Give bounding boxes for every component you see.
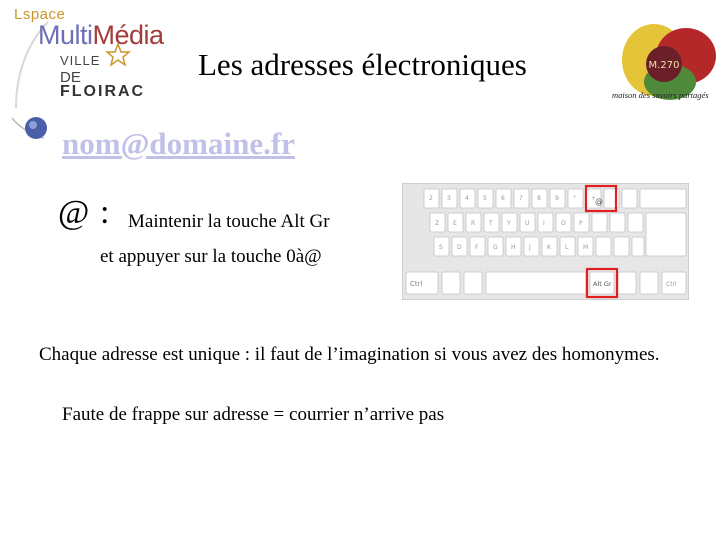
logo-multi-word: Multi	[38, 20, 93, 50]
logo-floirac-text: FLOIRAC	[60, 83, 146, 100]
svg-text:8: 8	[537, 195, 541, 202]
instruction-line-1: Maintenir la touche Alt Gr	[128, 211, 330, 232]
svg-text:J: J	[529, 244, 531, 251]
logo-ville-text: VILLE	[60, 53, 101, 68]
svg-text:L: L	[565, 244, 569, 251]
svg-text:P: P	[579, 220, 583, 227]
svg-text:4: 4	[465, 195, 469, 202]
svg-text:7: 7	[519, 195, 523, 202]
keyboard-illustration	[402, 183, 689, 300]
svg-text:I: I	[543, 220, 545, 227]
logo-multimedia-text	[38, 20, 164, 51]
svg-text:G: G	[493, 244, 498, 251]
svg-text:F: F	[475, 244, 479, 251]
svg-text:D: D	[457, 244, 462, 251]
instruction-line-2: et appuyer sur la touche 0à@	[100, 246, 322, 267]
svg-text:H: H	[511, 244, 516, 251]
svg-text:9: 9	[555, 195, 559, 202]
svg-text:O: O	[561, 220, 566, 227]
svg-text:Y: Y	[507, 220, 511, 227]
at-colon: :	[100, 194, 110, 231]
typo-warning-paragraph: Faute de frappe sur adresse = courrier n’arrive pas	[62, 404, 445, 425]
svg-text:Ctrl: Ctrl	[666, 281, 677, 288]
svg-text:K: K	[547, 244, 551, 251]
svg-text:5: 5	[483, 195, 487, 202]
logo-media-word: Média	[92, 20, 164, 50]
key-zero-at-label: @	[595, 197, 603, 206]
key-ctrl-label: Ctrl	[410, 280, 423, 288]
at-symbol: @	[58, 194, 90, 231]
svg-text:2: 2	[429, 195, 433, 202]
logo-espace-text: Lspace	[14, 6, 66, 23]
key-altgr-label: Alt Gr	[593, 280, 612, 288]
svg-text:T: T	[489, 220, 493, 227]
svg-text:°: °	[573, 195, 576, 202]
svg-text:E: E	[453, 220, 457, 227]
logo-badge-text: M.270	[648, 60, 680, 71]
svg-text:+: +	[591, 195, 597, 202]
svg-text:S: S	[439, 244, 443, 251]
svg-text:R: R	[471, 220, 476, 227]
svg-text:3: 3	[447, 195, 451, 202]
email-example-link[interactable]: nom@domaine.fr	[62, 126, 295, 161]
uniqueness-paragraph: Chaque adresse est unique : il faut de l’imagination si vous avez des homonymes.	[39, 344, 660, 365]
page-title: Les adresses électroniques	[198, 47, 527, 82]
svg-text:U: U	[525, 220, 530, 227]
keyboard-image	[402, 183, 689, 300]
svg-text:6: 6	[501, 195, 505, 202]
svg-text:Z: Z	[435, 220, 440, 227]
svg-text:M: M	[583, 244, 589, 251]
logo-de-text: DE	[60, 69, 81, 86]
logo-caption: maison des savoirs partagés	[612, 90, 709, 100]
